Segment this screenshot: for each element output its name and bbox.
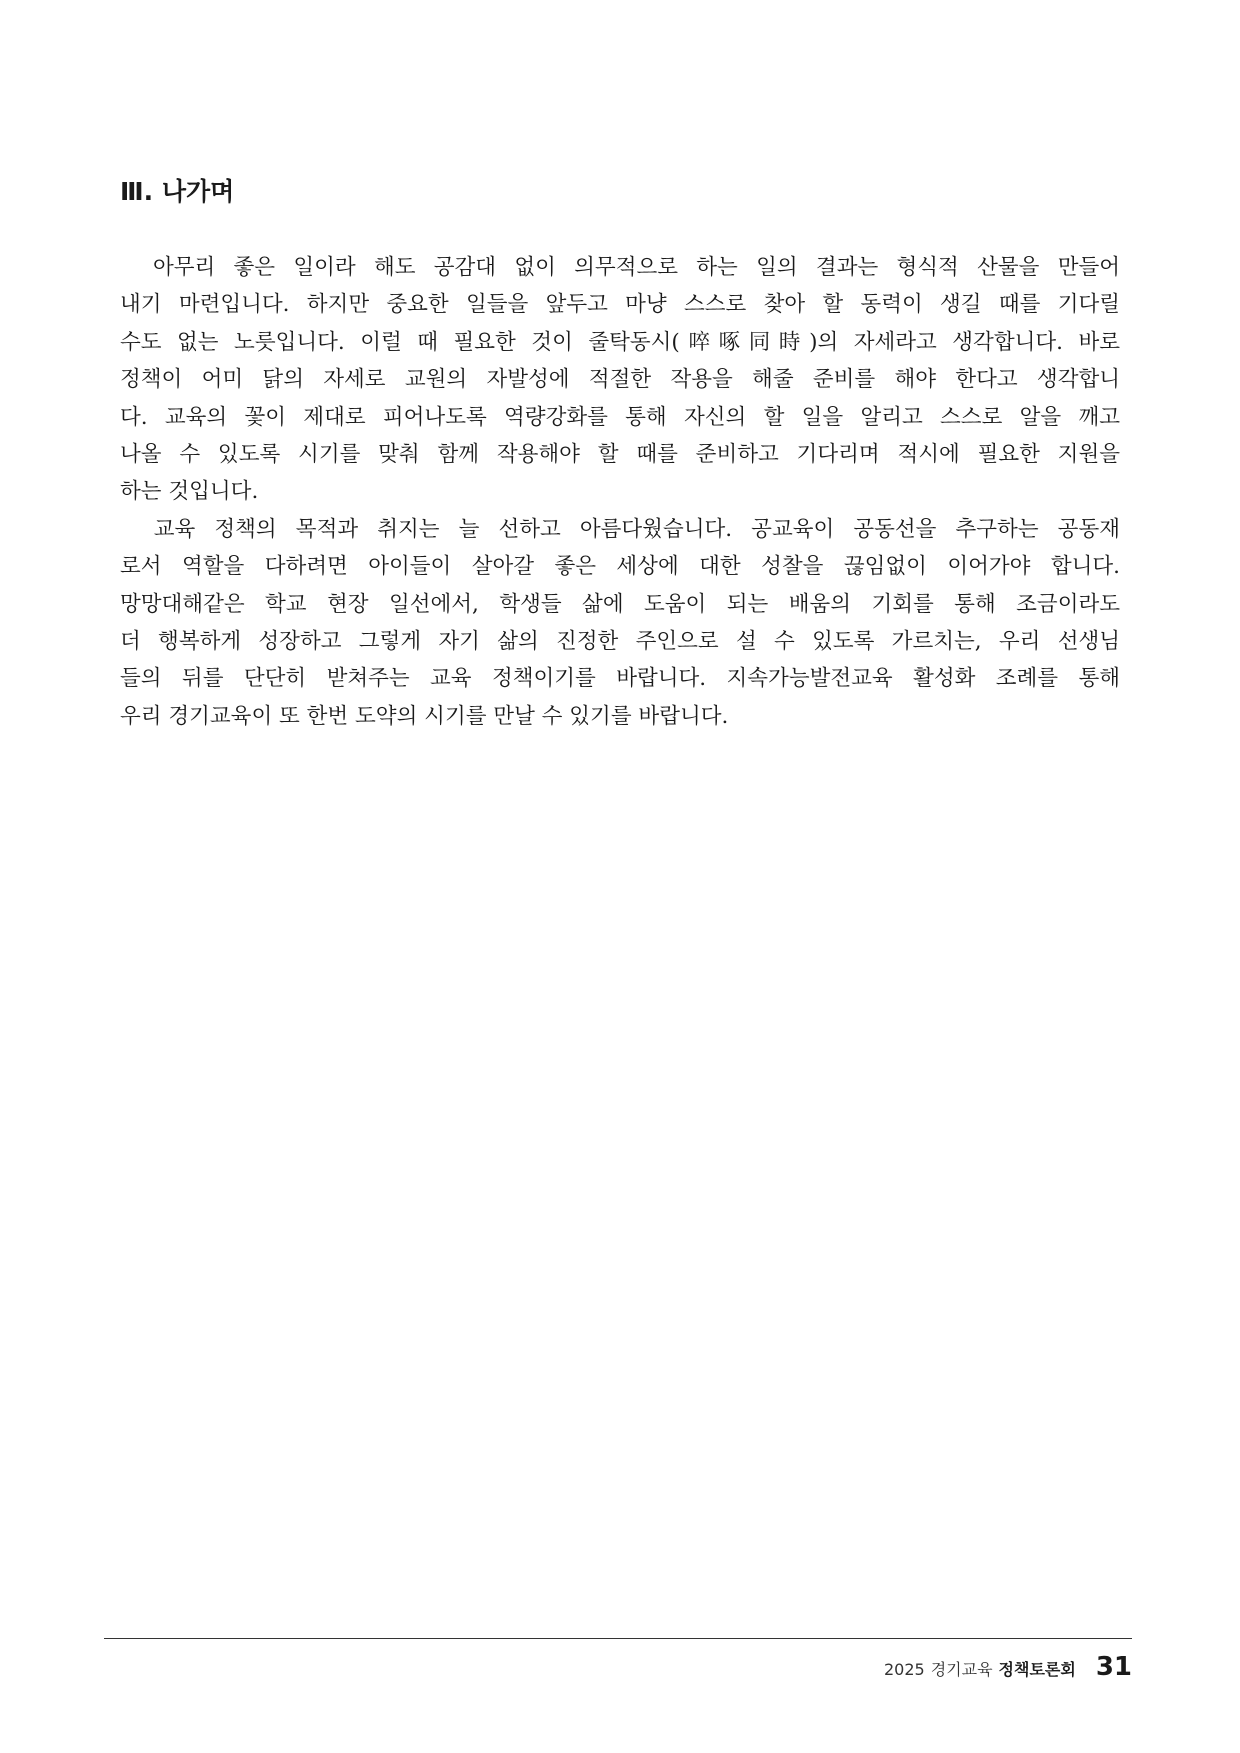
footer-year: 2025 <box>883 1660 925 1679</box>
paragraph-line: 로서 역할을 다하려면 아이들이 살아갈 좋은 세상에 대한 성찰을 끊임없이 이어가야 합니다. <box>120 554 1120 580</box>
paragraph-line: 아무리 좋은 일이라 해도 공감대 없이 의무적으로 하는 일의 결과는 형식적 산물을 만들어 <box>120 255 1120 280</box>
footer-org: 경기교육 <box>930 1660 993 1679</box>
section-heading: Ⅲ. 나가며 <box>120 177 235 206</box>
paragraph-line: 망망대해같은 학교 현장 일선에서, 학생들 삶에 도움이 되는 배움의 기회를 통해 조금이라도 <box>120 591 1120 617</box>
paragraph-line: 교육 정책의 목적과 취지는 늘 선하고 아름다웠습니다. 공교육이 공동선을 추구하는 공동재 <box>120 516 1120 542</box>
paragraph-line: 우리 경기교육이 또 한번 도약의 시기를 만날 수 있기를 바랍니다. <box>120 703 729 729</box>
paragraph-line: 나올 수 있도록 시기를 맞춰 함께 작용해야 할 때를 준비하고 기다리며 적시에 필요한 지원을 <box>120 441 1120 467</box>
paragraph-2 <box>120 511 1120 735</box>
page-number: 31 <box>1095 1652 1132 1682</box>
body-text <box>120 249 1120 735</box>
page-footer <box>884 1652 1132 1682</box>
footer-divider <box>104 1638 1132 1639</box>
paragraph-1 <box>120 249 1120 511</box>
paragraph-line: 들의 뒤를 단단히 받쳐주는 교육 정책이기를 바랍니다. 지속가능발전교육 활성화 조례를 통해 <box>120 666 1120 692</box>
paragraph-line: 내기 마련입니다. 하지만 중요한 일들을 앞두고 마냥 스스로 찾아 할 동력이 생길 때를 기다릴 <box>120 292 1120 318</box>
paragraph-line: 다. 교육의 꽃이 제대로 피어나도록 역량강화를 통해 자신의 할 일을 알리고 스스로 알을 깨고 <box>120 404 1120 430</box>
paragraph-line: 정책이 어미 닭의 자세로 교원의 자발성에 적절한 작용을 해줄 준비를 해야 한다고 생각합니 <box>120 367 1120 393</box>
paragraph-line: 더 행복하게 성장하고 그렇게 자기 삶의 진정한 주인으로 설 수 있도록 가르치는, 우리 선생님 <box>120 628 1120 654</box>
paragraph-line: 수도 없는 노릇입니다. 이럴 때 필요한 것이 줄탁동시(啐啄同時)의 자세라고 생각합니다. 바로 <box>120 329 1120 355</box>
paragraph-line: 하는 것입니다. <box>120 479 259 505</box>
footer-title: 정책토론회 <box>998 1660 1076 1679</box>
